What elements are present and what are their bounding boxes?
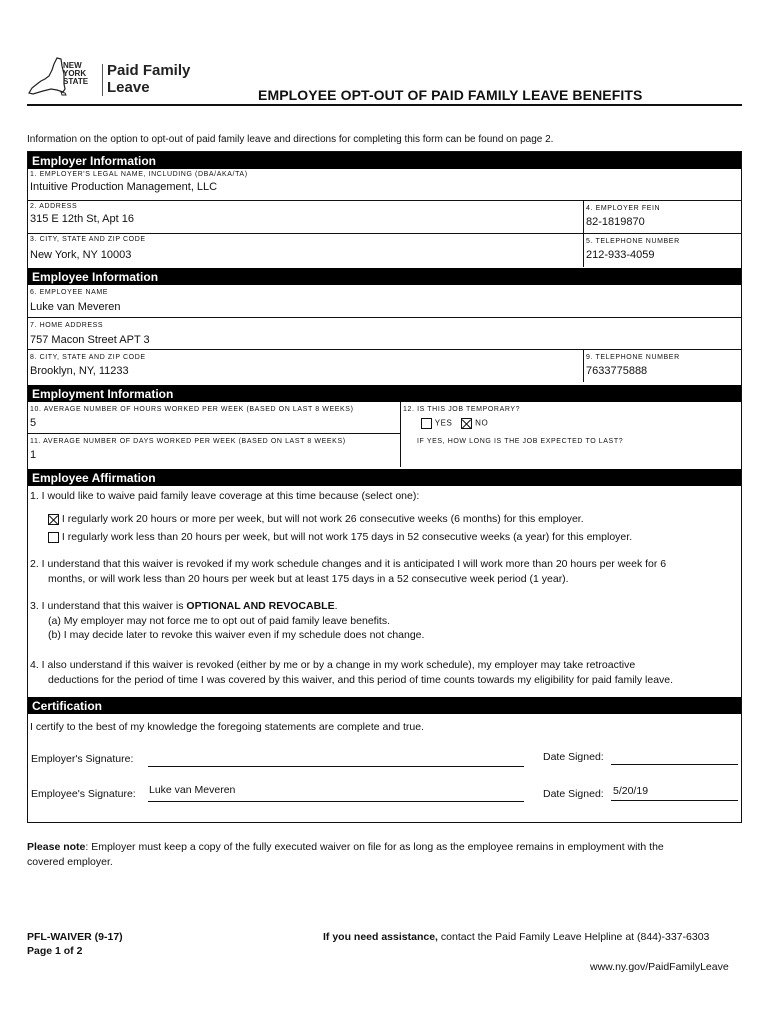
employee-signature-label: Employee's Signature: [31,788,136,800]
certification-statement: I certify to the best of my knowledge the foregoing statements are complete and true. [30,721,424,733]
job-duration-label: IF YES, HOW LONG IS THE JOB EXPECTED TO LAST? [417,438,624,445]
employee-signature-value: Luke van Meveren [149,784,236,796]
hours-per-week-field[interactable]: 5 [30,417,37,429]
job-temporary-label: 12. IS THIS JOB TEMPORARY? [403,406,521,413]
certification-section-header: Certification [28,697,741,714]
employee-address-field[interactable]: 757 Macon Street APT 3 [30,334,150,346]
affirmation-option-a [48,512,584,527]
employer-legal-name-row [28,169,741,201]
employee-city-label: 8. CITY, STATE AND ZIP CODE [30,354,146,361]
form-id: PFL-WAIVER (9-17) Page 1 of 2 [27,931,123,957]
employer-date-field[interactable] [611,764,738,765]
employment-section-header: Employment Information [28,385,741,402]
employee-name-label: 6. EMPLOYEE NAME [30,289,109,296]
employee-signature-field[interactable] [148,801,524,802]
employee-phone-label: 9. TELEPHONE NUMBER [586,354,680,361]
employer-legal-name-field[interactable]: Intuitive Production Management, LLC [30,181,218,193]
employer-fein-field[interactable]: 82-1819870 [586,216,645,228]
employer-city-field[interactable]: New York, NY 10003 [30,249,132,261]
assistance-text: If you need assistance, contact the Paid Family Leave Helpline at (844)-337-6303 [323,931,710,943]
employer-address-row [28,201,741,234]
employer-address-label: 2. ADDRESS [30,203,78,210]
ny-state-outline-icon [27,56,67,106]
option-b-text: I regularly work less than 20 hours per week, but will not work 175 days in 52 consecutive weeks (a year) for this employer. [61,531,633,543]
employment-row [28,402,741,467]
days-per-week-label: 11. AVERAGE NUMBER OF DAYS WORKED PER WEEK (BASED ON LAST 8 WEEKS) [30,438,346,445]
affirmation-section-header: Employee Affirmation [28,469,741,486]
employer-city-label: 3. CITY, STATE AND ZIP CODE [30,236,146,243]
option-a-text: I regularly work 20 hours or more per week, but will not work 26 consecutive weeks (6 months) for this employer. [61,513,584,525]
employer-fein-label: 4. EMPLOYER FEIN [586,205,661,212]
website-link[interactable]: www.ny.gov/PaidFamilyLeave [590,961,729,973]
employee-name-row [28,285,741,318]
employer-legal-name-label: 1. EMPLOYER'S LEGAL NAME, INCLUDING (DBA/AKA/TA) [30,171,248,178]
days-per-week-field[interactable]: 1 [30,449,37,461]
employee-city-row [28,350,741,382]
employer-city-row [28,234,741,267]
employer-address-field[interactable]: 315 E 12th St, Apt 16 [30,213,134,225]
employer-section-header: Employer Information [28,152,741,169]
intro-text: Information on the option to opt-out of paid family leave and directions for completing this form can be found on page 2. [27,134,554,145]
option-b-checkbox[interactable] [48,532,59,543]
temporary-no-checkbox[interactable] [461,418,472,429]
title-rule [27,104,742,106]
temporary-no-label: NO [475,418,489,428]
affirmation-item-2: 2. I understand that this waiver is revoked if my work schedule changes and it is anticipated I will work more than 20 hours per week for 6 months, or will work less than 20 hours per week but at least 175 days in a 52 consecutive week period (1 year). [30,558,667,585]
affirmation-item-3: 3. I understand that this waiver is OPTIONAL AND REVOCABLE. (a) My employer may not force me to opt out of paid family leave benefits. (b) I may decide later to revoke this waiver even if my schedule does not change. [30,600,425,641]
employee-address-row [28,318,741,350]
employer-signature-field[interactable] [148,766,524,767]
employer-date-label: Date Signed: [543,751,604,763]
hours-per-week-label: 10. AVERAGE NUMBER OF HOURS WORKED PER WEEK (BASED ON LAST 8 WEEKS) [30,406,354,413]
temporary-yes-label: YES [434,418,453,428]
employee-name-field[interactable]: Luke van Meveren [30,301,121,313]
document-title: EMPLOYEE OPT-OUT OF PAID FAMILY LEAVE BENEFITS [258,87,643,103]
logo-state-text: NEW YORK STATE [63,61,89,86]
employee-date-field[interactable] [611,800,738,801]
option-a-checkbox[interactable] [48,514,59,525]
employee-date-label: Date Signed: [543,788,604,800]
temporary-yes-checkbox[interactable] [421,418,432,429]
please-note: Please note: Employer must keep a copy of the fully executed waiver on file for as long as the employee remains in employment with the covered employer. [27,841,664,868]
logo-separator [102,64,103,96]
employee-phone-field[interactable]: 7633775888 [586,365,648,377]
employer-phone-field[interactable]: 212-933-4059 [586,249,655,261]
waiver-form [27,151,742,823]
logo-brand-text: Paid Family Leave [107,62,191,96]
employee-address-label: 7. HOME ADDRESS [30,322,104,329]
employee-date-value: 5/20/19 [613,785,649,797]
employer-phone-label: 5. TELEPHONE NUMBER [586,238,680,245]
affirmation-item-4: 4. I also understand if this waiver is revoked (either by me or by a change in my work schedule), my employer may take retroactive deductions for the period of time I was covered by this waiver, and this period of time counts towards my eligibility for paid family leave. [30,659,674,686]
employer-signature-label: Employer's Signature: [31,753,134,765]
ny-state-logo [27,56,197,106]
affirmation-option-b [48,530,632,545]
employee-city-field[interactable]: Brooklyn, NY, 11233 [30,365,129,377]
page-number: Page 1 of 2 [27,945,83,957]
employee-section-header: Employee Information [28,268,741,285]
affirmation-item-1: 1. I would like to waive paid family leave coverage at this time because (select one): [30,490,420,502]
